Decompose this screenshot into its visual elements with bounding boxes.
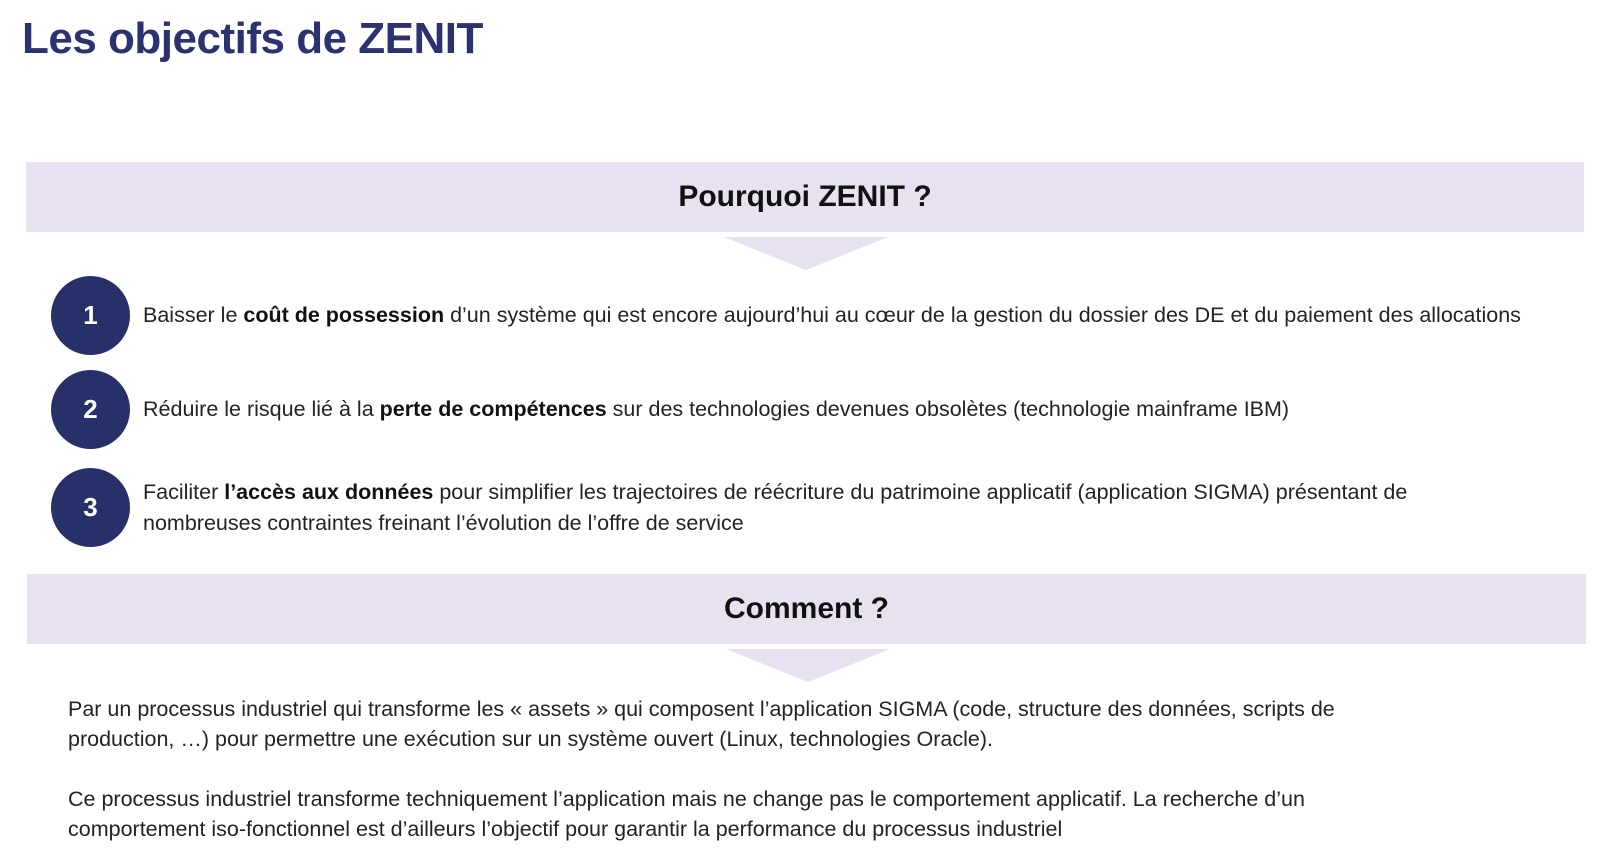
chevron-down-icon: [724, 237, 888, 270]
paragraph-line: Par un processus industriel qui transforme les « assets » qui composent l’application SIGMA (code, structure des données, scripts de: [68, 697, 1335, 721]
objective-text: [143, 300, 1521, 331]
objective-text-part: d’un système qui est encore aujourd’hui au cœur de la gestion du dossier des DE et du paiement des allocations: [444, 303, 1521, 327]
objective-text: [143, 477, 1407, 539]
objective-item: [51, 468, 1581, 548]
objective-highlight: coût de possession: [243, 303, 445, 327]
chevron-down-icon: [726, 649, 890, 682]
paragraph-line: production, …) pour permettre une exécution sur un système ouvert (Linux, technologies Oracle).: [68, 727, 993, 751]
objective-text-part: Baisser le: [143, 303, 244, 327]
why-heading-band: [26, 162, 1584, 232]
objective-text-line2: nombreuses contraintes freinant l’évolution de l’offre de service: [143, 511, 744, 535]
paragraph-line: Ce processus industriel transforme techniquement l’application mais ne change pas le comportement applicatif. La recherche d’un: [68, 787, 1305, 811]
objective-text-part: Faciliter: [143, 480, 225, 504]
page-title: Les objectifs de ZENIT: [22, 14, 483, 63]
objective-text-part: Réduire le risque lié à la: [143, 397, 380, 421]
how-heading: Comment ?: [724, 592, 889, 625]
objective-item: [51, 370, 1581, 450]
objective-text: [143, 394, 1289, 425]
how-paragraph: [68, 784, 1528, 844]
number-badge: 1: [51, 276, 130, 355]
objective-highlight: l’accès aux données: [224, 480, 434, 504]
objective-text-part: pour simplifier les trajectoires de réécriture du patrimoine applicatif (application SIGMA) présentant de: [433, 480, 1408, 504]
objective-highlight: perte de compétences: [379, 397, 607, 421]
how-heading-band: [27, 574, 1586, 644]
number-badge: 3: [51, 468, 130, 547]
why-heading: Pourquoi ZENIT ?: [678, 180, 932, 213]
objective-item: [51, 276, 1581, 356]
how-paragraph: [68, 694, 1528, 754]
number-badge: 2: [51, 370, 130, 449]
paragraph-line: comportement iso-fonctionnel est d’ailleurs l’objectif pour garantir la performance du processus industriel: [68, 817, 1063, 841]
objective-text-part: sur des technologies devenues obsolètes (technologie mainframe IBM): [606, 397, 1290, 421]
